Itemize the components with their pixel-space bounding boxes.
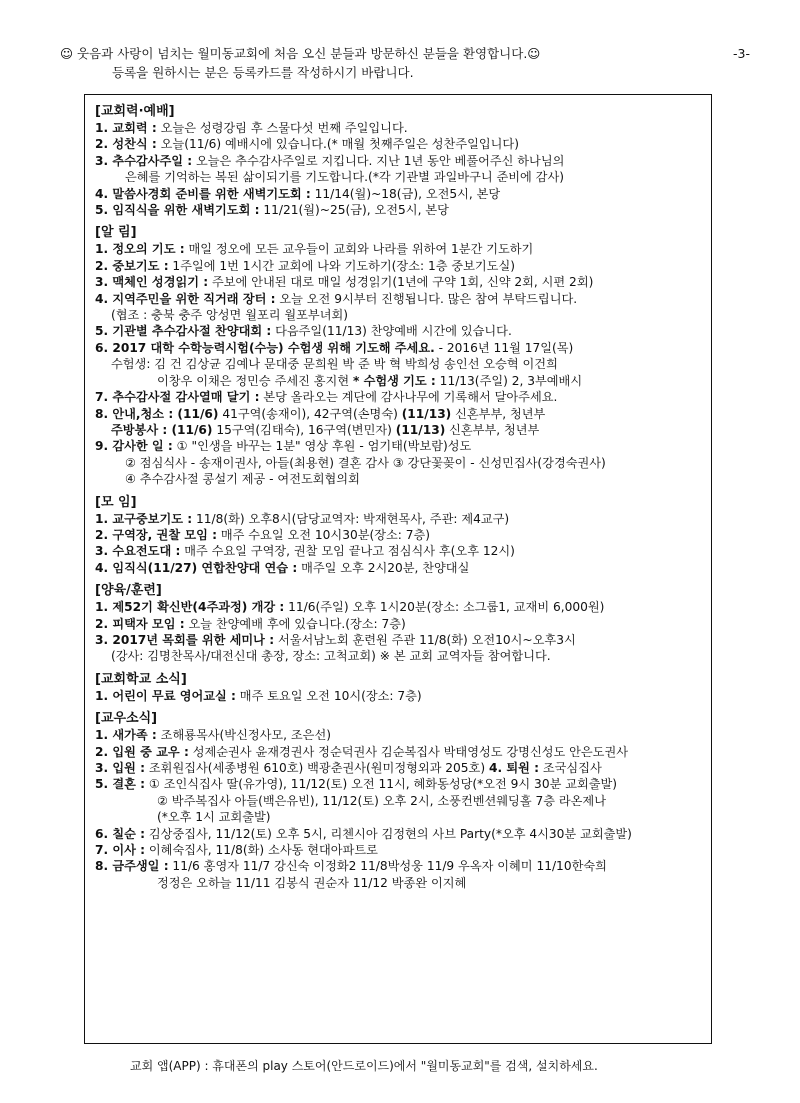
section-title: [양육/훈련]	[95, 583, 162, 599]
list-item: 9. 감사한 일 : ① "인생을 바꾸는 1분" 영상 후원 - 엄기태(박보람)성도	[95, 439, 472, 454]
list-item: 6. 2017 대학 수학능력시험(수능) 수험생 위해 기도해 주세요. - 2016년 11월 17일(목)	[95, 340, 574, 355]
app-notice-footer: 교회 앱(APP) : 휴대폰의 play 스토어(안드로이드)에서 "월미동교회"를 검색, 설치하세요.	[130, 1059, 598, 1073]
section-member-news	[95, 710, 701, 891]
list-item-continuation: ② 박주복집사 아들(백은유빈), 11/12(토) 오후 2시, 소풍컨벤션웨딩홀 7층 라온제나	[157, 793, 606, 808]
section-title: [모 임]	[95, 494, 137, 510]
list-item: 2. 구역장, 권찰 모임 : 매주 수요일 오전 10시30분(장소: 7층)	[95, 527, 431, 542]
list-item: 2. 피택자 모임 : 오늘 찬양예배 후에 있습니다.(장소: 7층)	[95, 616, 406, 631]
list-item-continuation: 은혜를 기억하는 복된 삶이되기를 기도합니다.(*각 기관별 과일바구니 준비에 감사)	[125, 170, 564, 185]
list-item: 3. 수요전도대 : 매주 수요일 구역장, 권찰 모임 끝나고 점심식사 후(오후 12시)	[95, 544, 515, 559]
list-item-continuation: 정정은 오하늘 11/11 김봉식 권순자 11/12 박종완 이지혜	[157, 875, 467, 890]
list-item: 1. 교구중보기도 : 11/8(화) 오후8시(담당교역자: 박재현목사, 주관: 제4교구)	[95, 511, 510, 526]
list-item: 5. 기관별 추수감사절 찬양대회 : 다음주일(11/13) 찬양예배 시간에 있습니다.	[95, 324, 512, 339]
list-item: 2. 중보기도 : 1주일에 1번 1시간 교회에 나와 기도하기(장소: 1층 중보기도실)	[95, 258, 515, 273]
list-item: 8. 안내,청소 : (11/6) 41구역(송재이), 42구역(손명숙) (11/13) 신혼부부, 청년부	[95, 406, 546, 421]
section-title: [교우소식]	[95, 711, 158, 727]
welcome-message: ☺ 웃음과 사랑이 넘치는 월미동교회에 처음 오신 분들과 방문하신 분들을 환영합니다.☺	[60, 46, 541, 61]
list-item-continuation: (*오후 1시 교회출발)	[157, 810, 271, 825]
list-item: 6. 칠순 : 김상중집사, 11/12(토) 오후 5시, 리첸시아 김정현의 사브 Party(*오후 4시30분 교회출발)	[95, 826, 632, 841]
section-meetings	[95, 494, 701, 577]
welcome-header	[60, 44, 750, 82]
list-item: 4. 말씀사경회 준비를 위한 새벽기도회 : 11/14(월)~18(금), 오전5시, 본당	[95, 186, 501, 201]
list-item: 1. 교회력 : 오늘은 성령강림 후 스물다섯 번째 주일입니다.	[95, 121, 408, 135]
list-item: 1. 새가족 : 조해룡목사(박신정사모, 조은선)	[95, 728, 331, 743]
list-item-continuation: (강사: 김명찬목사/대전신대 총장, 장소: 고척교회) ※ 본 교회 교역자들 참여합니다.	[111, 649, 551, 664]
list-item: 3. 추수감사주일 : 오늘은 추수감사주일로 지킵니다. 지난 1년 동안 베풀어주신 하나님의	[95, 153, 565, 168]
list-item: 7. 추수감사절 감사열매 달기 : 본당 올라오는 계단에 감사나무에 기록해서 달아주세요.	[95, 390, 558, 405]
list-item: 3. 맥체인 성경읽기 : 주보에 안내된 대로 매일 성경읽기(1년에 구약 1회, 신약 2회, 시편 2회)	[95, 275, 594, 290]
section-church-school	[95, 671, 701, 704]
list-item-continuation: 수험생: 김 건 김상균 김예나 문대중 문희원 박 준 박 혁 박희성 송인선 오승혁 이건희	[111, 357, 558, 372]
list-item-continuation: ② 점심식사 - 송재이권사, 아들(최용현) 결혼 감사 ③ 강단꽃꽂이 - 신성민집사(강경숙권사)	[125, 455, 606, 470]
list-item: 4. 지역주민을 위한 직거래 장터 : 오늘 오전 9시부터 진행됩니다. 많은 참여 부탁드립니다.	[95, 291, 578, 306]
section-training	[95, 582, 701, 665]
list-item: 7. 이사 : 이혜숙집사, 11/8(화) 소사동 현대아파트로	[95, 843, 378, 858]
list-item: 1. 제52기 확신반(4주과정) 개강 : 11/6(주일) 오후 1시20분(장소: 소그룹1, 교재비 6,000원)	[95, 600, 605, 615]
list-item: 1. 정오의 기도 : 매일 정오에 모든 교우들이 교회와 나라를 위하여 1분간 기도하기	[95, 242, 534, 257]
list-item-continuation: (협조 : 충북 충주 앙성면 월포리 월포부녀회)	[111, 308, 349, 323]
section-title: [알 림]	[95, 225, 137, 241]
list-item: 8. 금주생일 : 11/6 홍영자 11/7 강신숙 이정화2 11/8박성웅 11/9 우옥자 이혜미 11/10한숙희	[95, 859, 607, 874]
announcements-box	[84, 94, 712, 1044]
list-item: 2. 성찬식 : 오늘(11/6) 예배시에 있습니다.(* 매월 첫째주일은 성찬주일입니다)	[95, 137, 519, 152]
page-number: -3-	[733, 46, 750, 61]
list-item: 4. 임직식(11/27) 연합찬양대 연습 : 매주일 오후 2시20분, 찬양대실	[95, 560, 470, 575]
list-item: 3. 입원 : 조휘원집사(세종병원 610호) 백광춘권사(원미정형외과 205호) 4. 퇴원 : 조국심집사	[95, 761, 602, 775]
list-item: 3. 2017년 목회를 위한 세미나 : 서울서남노회 훈련원 주관 11/8(화) 오전10시~오후3시	[95, 632, 576, 647]
section-title: [교회학교 소식]	[95, 671, 187, 687]
list-item-continuation: 주방봉사 : (11/6) 15구역(김태숙), 16구역(변민자) (11/13) 신혼부부, 청년부	[111, 422, 540, 437]
list-item: 5. 임직식을 위한 새벽기도회 : 11/21(월)~25(금), 오전5시, 본당	[95, 203, 449, 218]
list-item-continuation: ④ 추수감사절 콩설기 제공 - 여전도회협의회	[125, 472, 360, 487]
registration-note: 등록을 원하시는 분은 등록카드를 작성하시기 바랍니다.	[112, 65, 414, 80]
list-item: 1. 어린이 무료 영어교실 : 매주 토요일 오전 10시(장소: 7층)	[95, 688, 422, 703]
list-item: 2. 입원 중 교우 : 성제순권사 윤재경권사 정순덕권사 김순복집사 박태영성도 강명신성도 안은도권사	[95, 744, 629, 759]
list-item-continuation: 이창우 이채은 정민승 주세진 홍지현 * 수험생 기도 : 11/13(주일) 2, 3부예배시	[157, 373, 583, 388]
section-title: [교회력·예배]	[95, 104, 175, 119]
section-notices	[95, 224, 701, 487]
list-item: 5. 결혼 : ① 조인식집사 딸(유가영), 11/12(토) 오전 11시, 혜화동성당(*오전 9시 30분 교회출발)	[95, 777, 618, 792]
section-church-calendar	[95, 103, 701, 218]
